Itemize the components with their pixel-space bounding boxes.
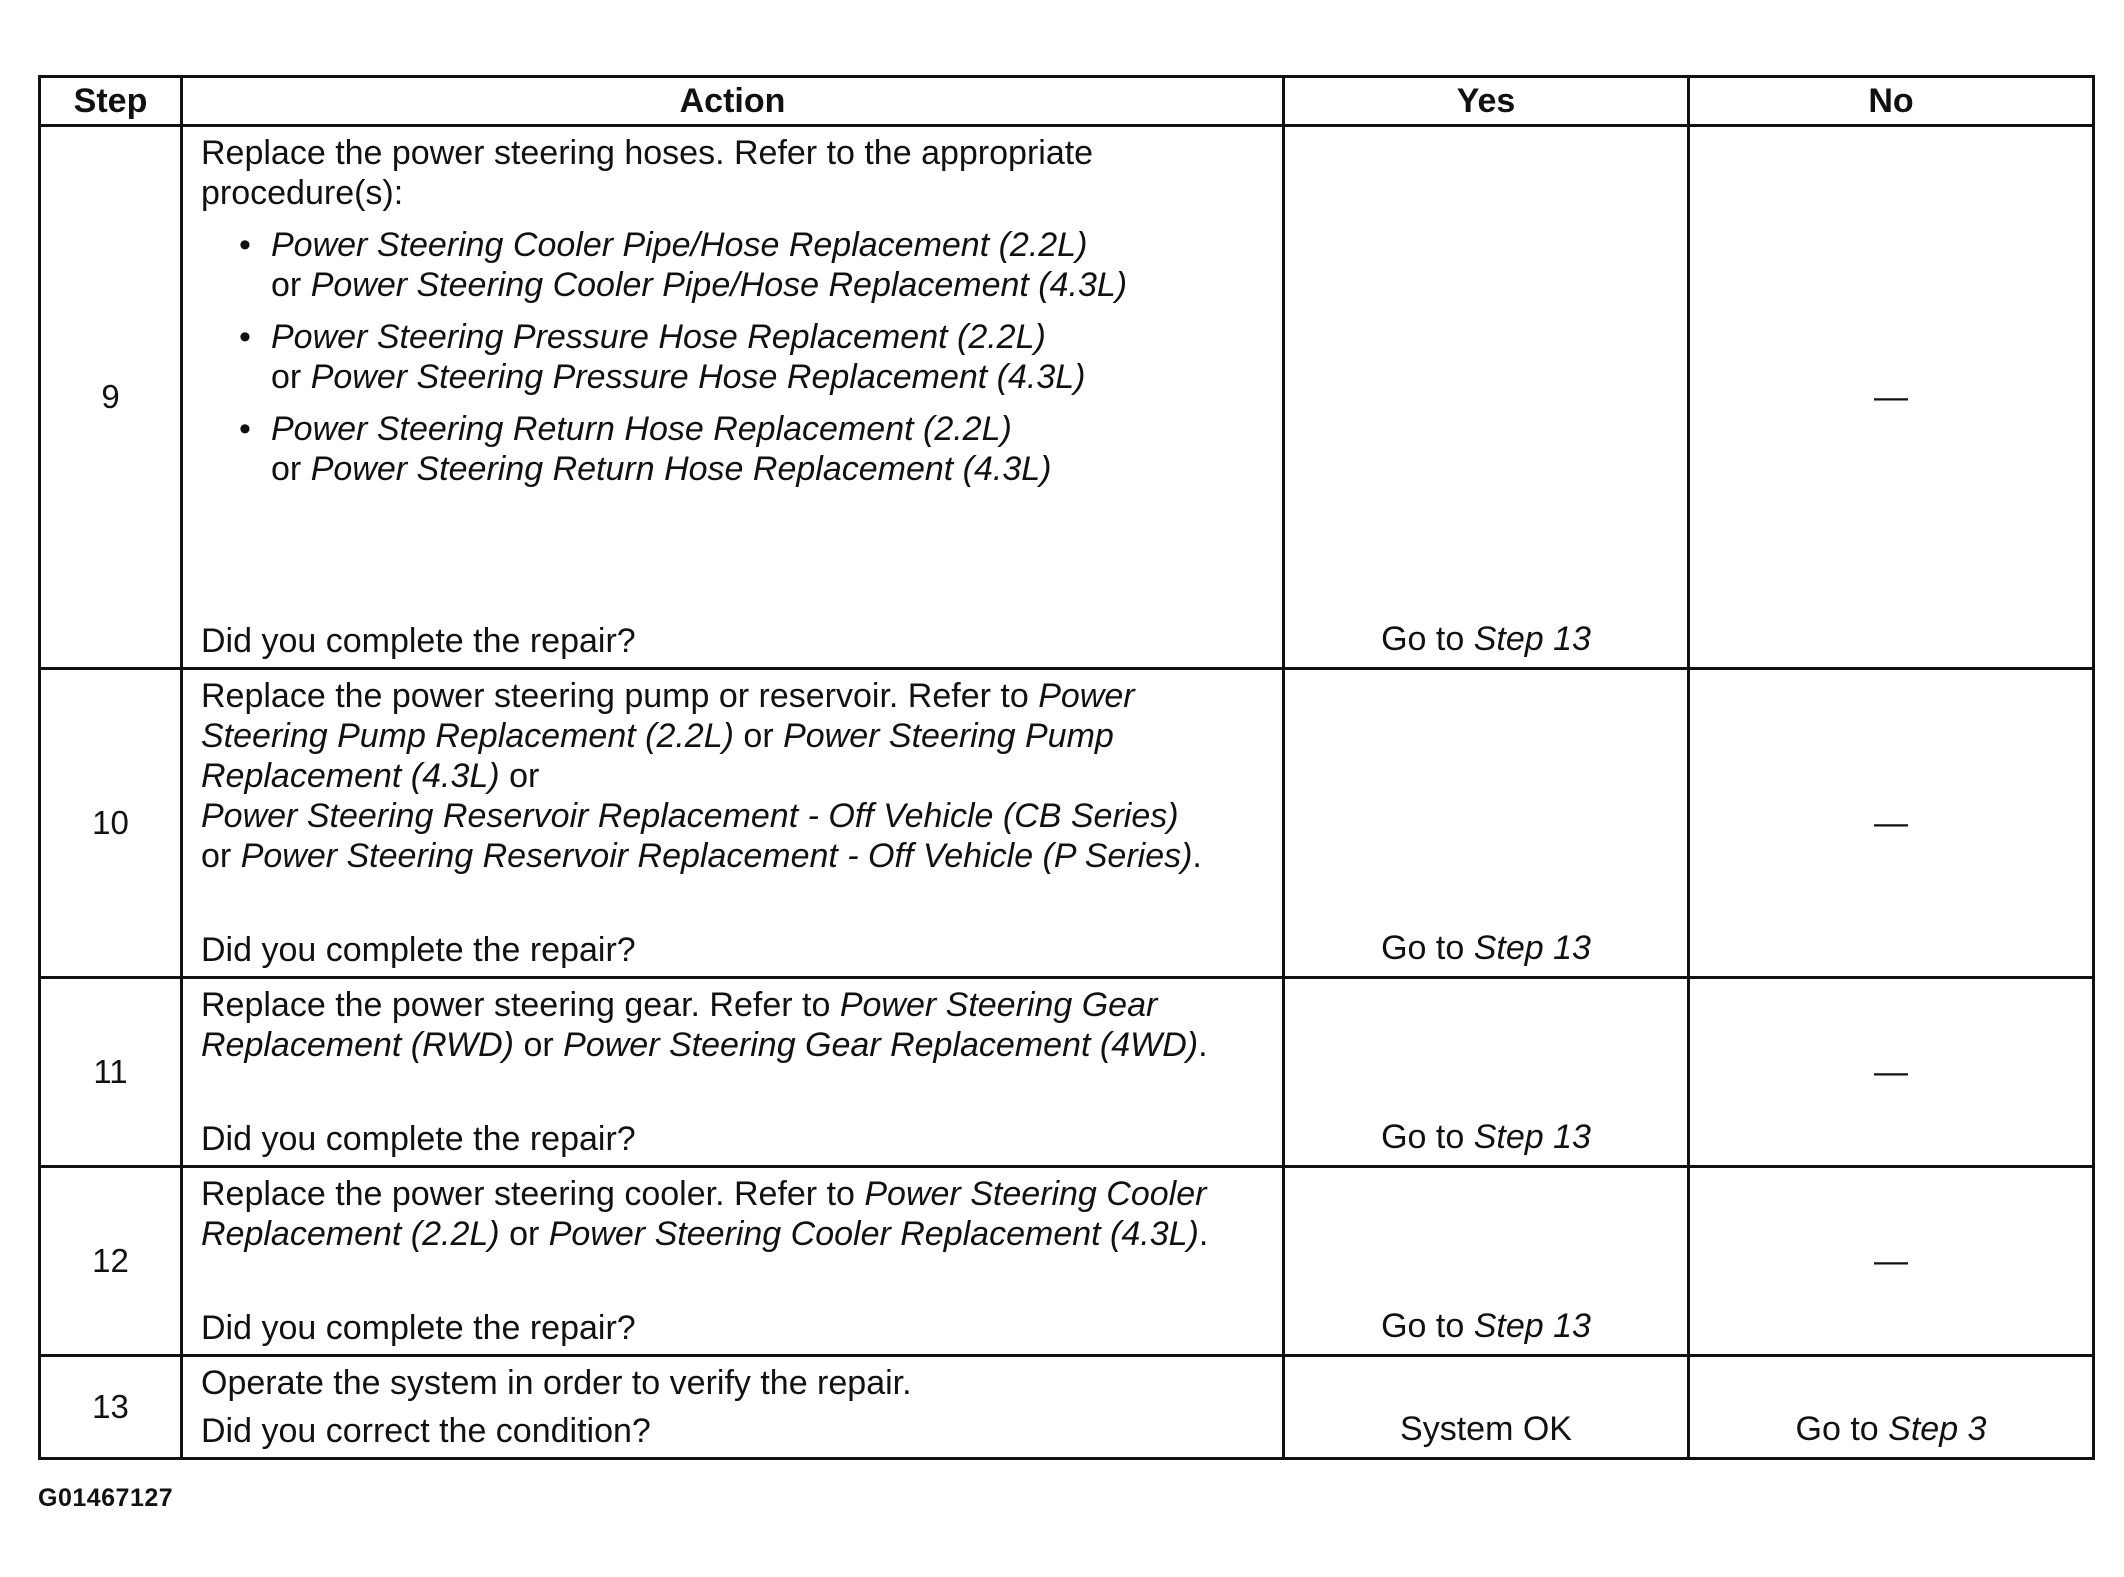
bullet-icon: • — [239, 318, 251, 356]
procedure-ref: Power Steering Return Hose Replacement (4.3L) — [310, 450, 1052, 488]
connector-text: or — [271, 450, 302, 488]
no-dash: — — [1874, 1052, 1908, 1091]
question-text: Did you correct the condition? — [201, 1412, 651, 1450]
no-cell — [1689, 126, 2094, 669]
action-text: Operate the system in order to verify the repair. — [201, 1364, 912, 1402]
question-text: Did you complete the repair? — [201, 1120, 636, 1158]
table-row — [40, 1356, 2094, 1459]
no-dash: — — [1874, 803, 1908, 842]
header-yes: Yes — [1284, 77, 1689, 126]
no-cell — [1689, 978, 2094, 1167]
figure-id: G01467127 — [38, 1484, 174, 1512]
procedure-list — [201, 225, 1266, 489]
step-number: 11 — [40, 978, 182, 1167]
procedure-ref: Power Steering Pump Replacement (2.2L) — [201, 677, 1135, 755]
procedure-ref: Power Steering Cooler Replacement (2.2L) — [201, 1175, 1207, 1253]
header-action: Action — [182, 77, 1284, 126]
procedure-ref: Power Steering Cooler Pipe/Hose Replacement (4.3L) — [310, 266, 1128, 304]
list-item — [201, 317, 1266, 397]
yes-cell — [1284, 1167, 1689, 1356]
procedure-ref: Power Steering Cooler Replacement (4.3L) — [548, 1215, 1199, 1253]
no-dash: — — [1874, 377, 1908, 416]
table-row — [40, 669, 2094, 978]
action-cell — [182, 126, 1284, 669]
action-text: Replace the power steering pump or reservoir. Refer to Power Steering Pump Replacement (2.2L) or Power Steering Pump Replacement (4.3L) or Power Steering Reservoir Replacement - Off Vehicle (CB Series) or Power Steering Reservoir Replacement - Off Vehicle (P Series). — [201, 677, 1202, 875]
step-ref: Step 3 — [1888, 1410, 1987, 1448]
goto-text: Go to — [1381, 620, 1465, 658]
yes-cell — [1284, 978, 1689, 1167]
step-number: 12 — [40, 1167, 182, 1356]
goto-text: Go to — [1381, 1118, 1465, 1156]
procedure-ref: Power Steering Return Hose Replacement (2.2L) — [271, 410, 1012, 448]
step-ref: Step 13 — [1473, 620, 1591, 658]
no-cell — [1689, 1356, 2094, 1459]
action-text: Replace the power steering hoses. Refer to the appropriate procedure(s): — [201, 134, 1094, 212]
no-cell — [1689, 1167, 2094, 1356]
bullet-icon: • — [239, 226, 251, 264]
no-cell — [1689, 669, 2094, 978]
list-item — [201, 225, 1266, 305]
table-row — [40, 126, 2094, 669]
action-cell — [182, 978, 1284, 1167]
step-number: 13 — [40, 1356, 182, 1459]
table-row — [40, 978, 2094, 1167]
action-cell — [182, 1167, 1284, 1356]
no-dash: — — [1874, 1241, 1908, 1280]
step-number: 9 — [40, 126, 182, 669]
diagnostic-table — [38, 75, 2095, 1460]
procedure-ref: Power Steering Reservoir Replacement - Off Vehicle (P Series) — [240, 837, 1193, 875]
procedure-ref: Power Steering Gear Replacement (4WD) — [563, 1026, 1199, 1064]
list-item — [201, 409, 1266, 489]
system-ok-text: System OK — [1400, 1410, 1572, 1448]
action-text: Replace the power steering cooler. Refer to Power Steering Cooler Replacement (2.2L) or Power Steering Cooler Replacement (4.3L). — [201, 1175, 1209, 1253]
connector-text: or — [271, 266, 302, 304]
yes-cell — [1284, 126, 1689, 669]
table-row — [40, 1167, 2094, 1356]
step-ref: Step 13 — [1473, 1307, 1591, 1345]
goto-text: Go to — [1795, 1410, 1879, 1448]
step-number: 10 — [40, 669, 182, 978]
procedure-ref: Power Steering Pressure Hose Replacement (4.3L) — [310, 358, 1086, 396]
question-text: Did you complete the repair? — [201, 622, 636, 660]
procedure-ref: Power Steering Gear Replacement (RWD) — [201, 986, 1158, 1064]
action-cell — [182, 1356, 1284, 1459]
action-cell — [182, 669, 1284, 978]
header-row — [40, 77, 2094, 126]
procedure-ref: Power Steering Pressure Hose Replacement (2.2L) — [271, 318, 1046, 356]
procedure-ref: Power Steering Reservoir Replacement - Off Vehicle (CB Series) — [201, 797, 1179, 835]
step-ref: Step 13 — [1473, 929, 1591, 967]
question-text: Did you complete the repair? — [201, 931, 636, 969]
yes-cell — [1284, 669, 1689, 978]
yes-cell — [1284, 1356, 1689, 1459]
procedure-ref: Power Steering Pump Replacement (4.3L) — [201, 717, 1114, 795]
connector-text: or — [271, 358, 302, 396]
header-step: Step — [40, 77, 182, 126]
question-text: Did you complete the repair? — [201, 1309, 636, 1347]
procedure-ref: Power Steering Cooler Pipe/Hose Replacement (2.2L) — [271, 226, 1088, 264]
header-no: No — [1689, 77, 2094, 126]
bullet-icon: • — [239, 410, 251, 448]
step-ref: Step 13 — [1473, 1118, 1591, 1156]
action-text: Replace the power steering gear. Refer to Power Steering Gear Replacement (RWD) or Power Steering Gear Replacement (4WD). — [201, 986, 1208, 1064]
goto-text: Go to — [1381, 929, 1465, 967]
goto-text: Go to — [1381, 1307, 1465, 1345]
